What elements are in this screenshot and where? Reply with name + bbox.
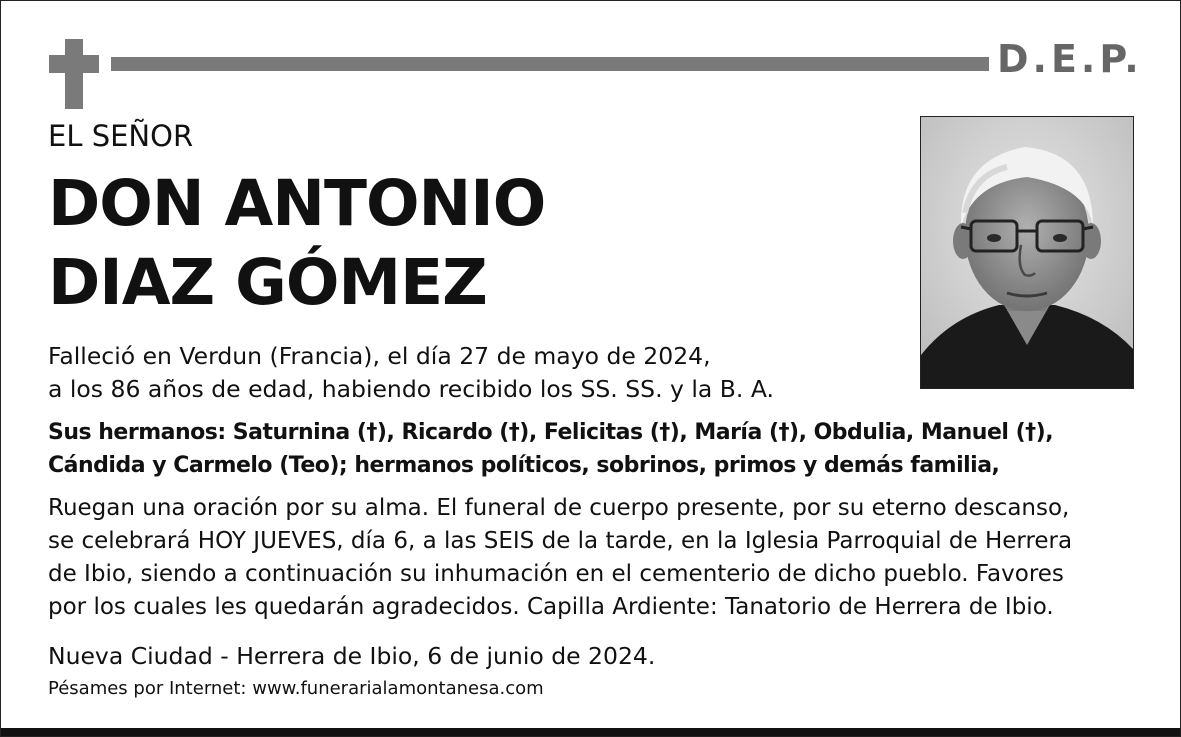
name-line-1: DON ANTONIO <box>48 167 546 240</box>
funeral-details <box>48 492 1072 624</box>
dep-label: D.E.P. <box>997 37 1143 81</box>
place-date: Nueva Ciudad - Herrera de Ibio, 6 de junio de 2024. <box>48 642 656 670</box>
honorific: EL SEÑOR <box>48 119 194 153</box>
cross-icon-bar <box>49 55 99 73</box>
condolences-website: Pésames por Internet: www.funerarialamontanesa.com <box>48 678 544 699</box>
name-line-2: DIAZ GÓMEZ <box>48 246 487 319</box>
bottom-rule <box>1 728 1180 736</box>
death-details <box>48 340 774 406</box>
death-line-2: a los 86 años de edad, habiendo recibido los SS. SS. y la B. A. <box>48 375 774 403</box>
portrait-photo <box>920 116 1134 389</box>
family-list <box>48 416 1053 482</box>
family-line-2: Cándida y Carmelo (Teo); hermanos políticos, sobrinos, primos y demás familia, <box>48 453 1000 478</box>
prayer-line-3: de Ibio, siendo a continuación su inhumación en el cementerio de dicho pueblo. Favores <box>48 561 1064 587</box>
header-rule <box>111 57 989 71</box>
portrait-illustration <box>921 117 1133 388</box>
prayer-line-4: por los cuales les quedarán agradecidos. Capilla Ardiente: Tanatorio de Herrera de Ibio. <box>48 594 1054 620</box>
prayer-line-1: Ruegan una oración por su alma. El funeral de cuerpo presente, por su eterno descanso, <box>48 495 1070 521</box>
family-line-1: Sus hermanos: Saturnina (†), Ricardo (†), Felicitas (†), María (†), Obdulia, Manuel (†), <box>48 420 1054 445</box>
cross-icon <box>65 39 83 109</box>
prayer-line-2: se celebrará HOY JUEVES, día 6, a las SEIS de la tarde, en la Iglesia Parroquial de Herrera <box>48 528 1073 554</box>
death-line-1: Falleció en Verdun (Francia), el día 27 de mayo de 2024, <box>48 342 711 370</box>
